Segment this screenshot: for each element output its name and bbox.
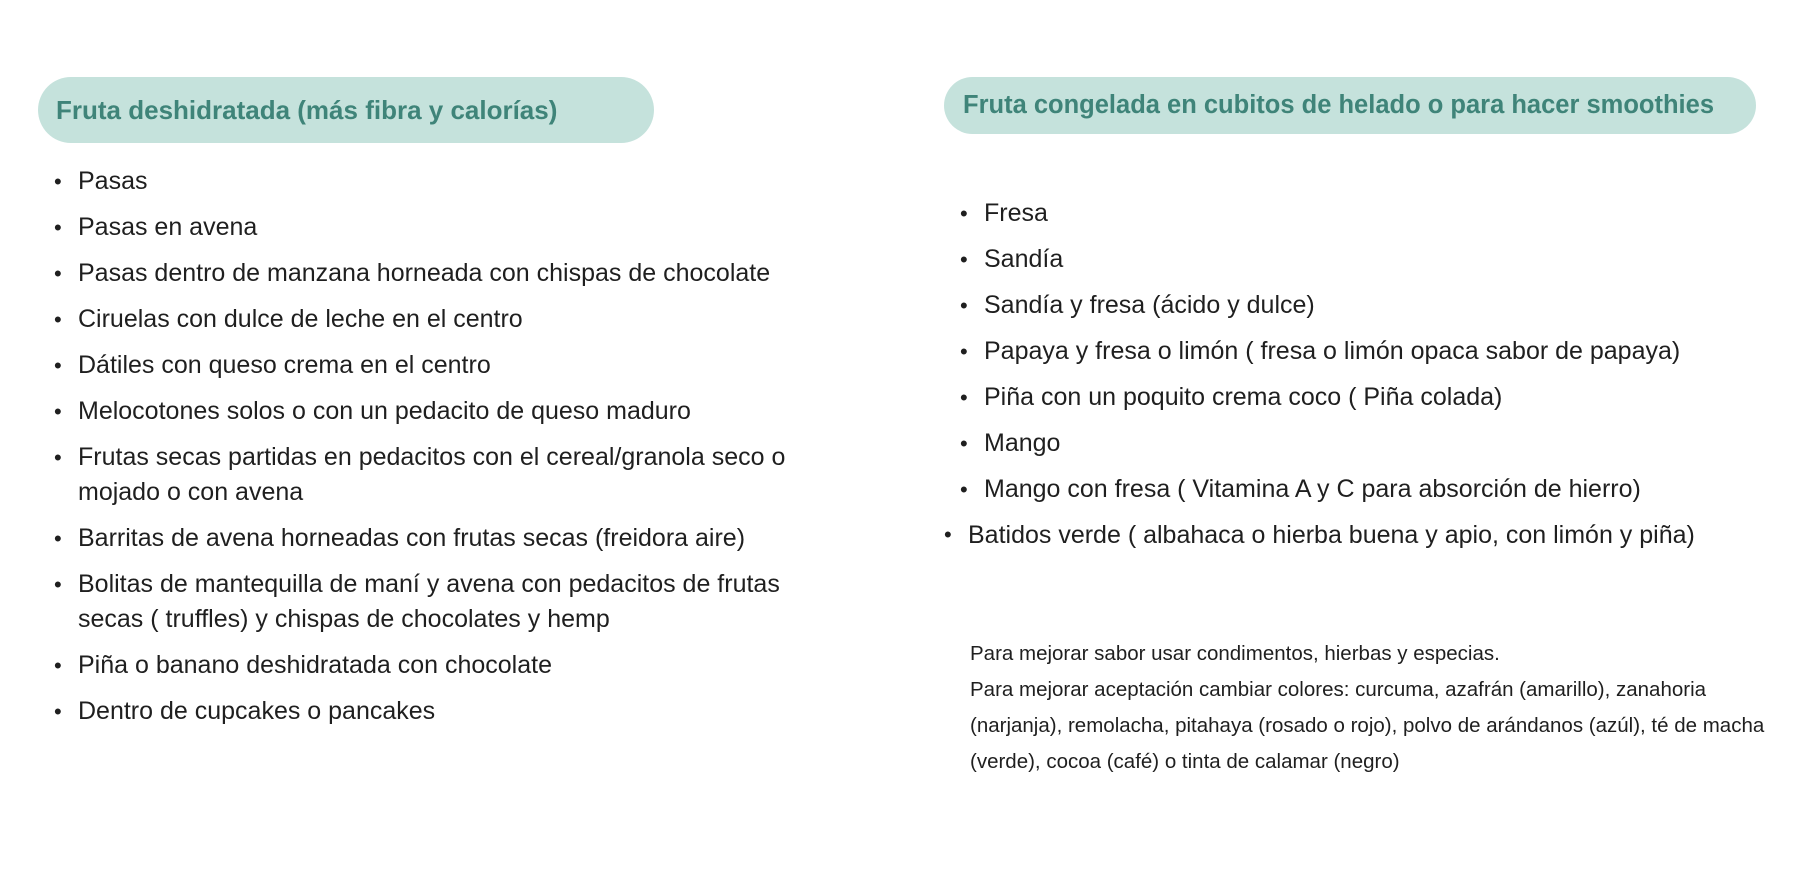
list-item: • Sandía: [944, 242, 1764, 277]
list-item: • Frutas secas partidas en pedacitos con el cereal/granola seco o mojado o con avena: [38, 440, 838, 510]
tip-colors: Para mejorar aceptación cambiar colores: curcuma, azafrán (amarillo), zanahoria (narjanja), remolacha, pitahaya (rosado o rojo), polvo de arándanos (azúl), té de macha (verde), cocoa (café) o tinta de calamar (negro): [970, 678, 1765, 773]
section-heading-text: Fruta congelada en cubitos de helado o para hacer smoothies: [963, 91, 1715, 119]
list-item: • Mango: [944, 426, 1764, 461]
list-item: • Melocotones solos o con un pedacito de queso maduro: [38, 394, 838, 429]
list-item: • Barritas de avena horneadas con frutas secas (freidora aire): [38, 521, 838, 556]
list-item: • Pasas en avena: [38, 210, 838, 245]
list-item: • Dátiles con queso crema en el centro: [38, 348, 838, 383]
list-item: • Pasas dentro de manzana horneada con chispas de chocolate: [38, 256, 838, 291]
dehydrated-fruit-list: [38, 164, 838, 740]
section-heading-text: Fruta deshidratada (más fibra y calorías): [56, 94, 558, 125]
tips-notes: [970, 636, 1770, 780]
list-item: • Piña o banano deshidratada con chocolate: [38, 648, 838, 683]
list-item: • Bolitas de mantequilla de maní y avena con pedacitos de frutas secas ( truffles) y chispas de chocolates y hemp: [38, 567, 838, 637]
list-item: • Fresa: [944, 196, 1764, 231]
section-heading-frozen: [944, 77, 1756, 134]
list-item: • Batidos verde ( albahaca o hierba buena y apio, con limón y piña): [944, 512, 1764, 558]
list-item: • Papaya y fresa o limón ( fresa o limón opaca sabor de papaya): [944, 334, 1764, 369]
list-item: • Piña con un poquito crema coco ( Piña colada): [944, 380, 1764, 415]
list-item: • Dentro de cupcakes o pancakes: [38, 694, 838, 729]
list-item: • Pasas: [38, 164, 838, 199]
frozen-fruit-list: [944, 196, 1764, 569]
tip-flavor: Para mejorar sabor usar condimentos, hierbas y especias.: [970, 642, 1500, 665]
list-item: • Sandía y fresa (ácido y dulce): [944, 288, 1764, 323]
list-item: • Mango con fresa ( Vitamina A y C para absorción de hierro): [944, 472, 1764, 507]
section-heading-dehydrated: [38, 77, 654, 143]
list-item: • Ciruelas con dulce de leche en el centro: [38, 302, 838, 337]
